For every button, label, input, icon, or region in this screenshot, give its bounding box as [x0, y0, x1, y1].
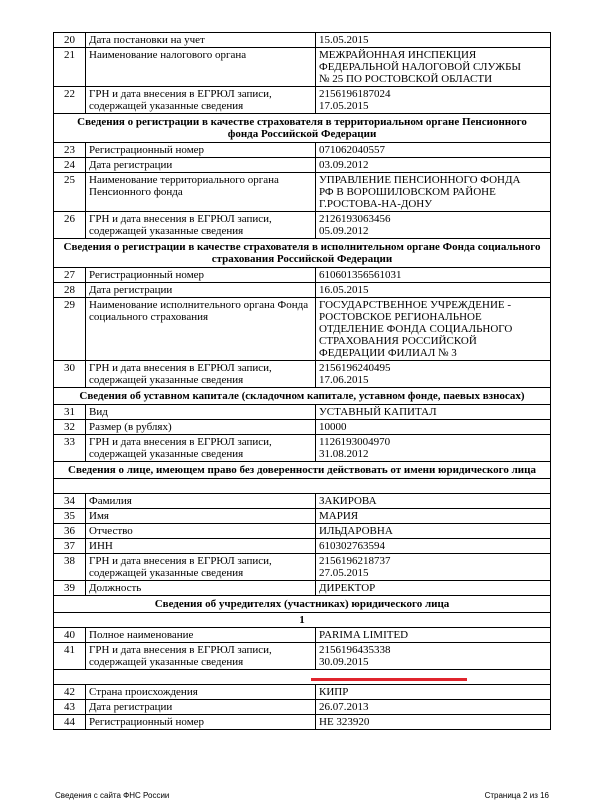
footer-page-number: Страница 2 из 16: [484, 791, 549, 800]
section-header: Сведения о лице, имеющем право без доверенности действовать от имени юридического лица: [54, 462, 551, 479]
field-value: ИЛЬДАРОВНА: [316, 524, 551, 539]
field-value: 2156196187024 17.05.2015: [316, 87, 551, 114]
egrul-table-body: [54, 33, 551, 730]
table-row: [54, 628, 551, 643]
table-row: [54, 48, 551, 87]
table-row: [54, 405, 551, 420]
field-value: 071062040557: [316, 143, 551, 158]
row-number: 36: [54, 524, 86, 539]
table-row: [54, 361, 551, 388]
egrul-extract-table: [53, 32, 551, 730]
field-label: Дата регистрации: [86, 700, 316, 715]
section-header: Сведения о регистрации в качестве страхователя в территориальном органе Пенсионного фонда Российской Федерации: [54, 114, 551, 143]
row-number: 32: [54, 420, 86, 435]
field-label: ГРН и дата внесения в ЕГРЮЛ записи, содержащей указанные сведения: [86, 643, 316, 670]
field-label: Дата регистрации: [86, 158, 316, 173]
field-label: ГРН и дата внесения в ЕГРЮЛ записи, содержащей указанные сведения: [86, 87, 316, 114]
field-label: ГРН и дата внесения в ЕГРЮЛ записи, содержащей указанные сведения: [86, 435, 316, 462]
table-row: [54, 554, 551, 581]
table-row: [54, 581, 551, 596]
field-label: Имя: [86, 509, 316, 524]
field-label: Регистрационный номер: [86, 143, 316, 158]
table-row: [54, 420, 551, 435]
field-value: 03.09.2012: [316, 158, 551, 173]
row-number: 27: [54, 268, 86, 283]
field-label: Наименование налогового органа: [86, 48, 316, 87]
table-row: [54, 715, 551, 730]
row-number: 38: [54, 554, 86, 581]
row-number: 29: [54, 298, 86, 361]
table-row: [54, 700, 551, 715]
field-label: Наименование территориального органа Пенсионного фонда: [86, 173, 316, 212]
founder-index-row: [54, 613, 551, 628]
field-value: 16.05.2015: [316, 283, 551, 298]
field-value: ГОСУДАРСТВЕННОЕ УЧРЕЖДЕНИЕ - РОСТОВСКОЕ РЕГИОНАЛЬНОЕ ОТДЕЛЕНИЕ ФОНДА СОЦИАЛЬНОГО СТРАХОВАНИЯ РОССИЙСКОЙ ФЕДЕРАЦИИ ФИЛИАЛ № 3: [316, 298, 551, 361]
field-label: Страна происхождения: [86, 685, 316, 700]
field-value: КИПР: [316, 685, 551, 700]
row-number: 26: [54, 212, 86, 239]
field-value: PARIMA LIMITED: [316, 628, 551, 643]
row-number: 24: [54, 158, 86, 173]
field-label: Размер (в рублях): [86, 420, 316, 435]
table-row: [54, 268, 551, 283]
field-label: ГРН и дата внесения в ЕГРЮЛ записи, содержащей указанные сведения: [86, 212, 316, 239]
table-row: [54, 435, 551, 462]
row-number: 31: [54, 405, 86, 420]
field-value: ЗАКИРОВА: [316, 494, 551, 509]
field-value: МАРИЯ: [316, 509, 551, 524]
highlight-underline: [311, 678, 467, 681]
table-row: [54, 539, 551, 554]
table-row: [54, 298, 551, 361]
row-number: 43: [54, 700, 86, 715]
table-row: [54, 33, 551, 48]
table-row: [54, 158, 551, 173]
field-value: 10000: [316, 420, 551, 435]
row-number: 25: [54, 173, 86, 212]
founder-index: 1: [54, 613, 551, 628]
row-number: 35: [54, 509, 86, 524]
row-number: 44: [54, 715, 86, 730]
row-number: 21: [54, 48, 86, 87]
field-label: ГРН и дата внесения в ЕГРЮЛ записи, содержащей указанные сведения: [86, 554, 316, 581]
field-label: Полное наименование: [86, 628, 316, 643]
row-number: 34: [54, 494, 86, 509]
field-label: Отчество: [86, 524, 316, 539]
section-header-row: [54, 239, 551, 268]
row-number: 42: [54, 685, 86, 700]
field-label: Регистрационный номер: [86, 268, 316, 283]
table-row: [54, 509, 551, 524]
field-label: Дата постановки на учет: [86, 33, 316, 48]
field-value: МЕЖРАЙОННАЯ ИНСПЕКЦИЯ ФЕДЕРАЛЬНОЙ НАЛОГОВОЙ СЛУЖБЫ № 25 ПО РОСТОВСКОЙ ОБЛАСТИ: [316, 48, 551, 87]
footer-source: Сведения с сайта ФНС России: [55, 791, 170, 800]
field-value: УСТАВНЫЙ КАПИТАЛ: [316, 405, 551, 420]
field-value: УПРАВЛЕНИЕ ПЕНСИОННОГО ФОНДА РФ В ВОРОШИЛОВСКОМ РАЙОНЕ Г.РОСТОВА-НА-ДОНУ: [316, 173, 551, 212]
field-value: 610302763594: [316, 539, 551, 554]
field-value: 2156196435338 30.09.2015: [316, 643, 551, 670]
row-number: 40: [54, 628, 86, 643]
row-number: 39: [54, 581, 86, 596]
row-number: 22: [54, 87, 86, 114]
row-number: 23: [54, 143, 86, 158]
row-number: 37: [54, 539, 86, 554]
field-value: 1126193004970 31.08.2012: [316, 435, 551, 462]
field-label: Вид: [86, 405, 316, 420]
field-value: 15.05.2015: [316, 33, 551, 48]
empty-cell: [54, 670, 551, 685]
field-value: 26.07.2013: [316, 700, 551, 715]
field-label: Фамилия: [86, 494, 316, 509]
field-value: 2126193063456 05.09.2012: [316, 212, 551, 239]
section-header: Сведения о регистрации в качестве страхователя в исполнительном органе Фонда социального страхования Российской Федерации: [54, 239, 551, 268]
row-number: 33: [54, 435, 86, 462]
table-row: [54, 643, 551, 670]
table-row: [54, 283, 551, 298]
row-number: 20: [54, 33, 86, 48]
empty-cell: [54, 479, 551, 494]
table-row: [54, 494, 551, 509]
table-row: [54, 173, 551, 212]
row-number: 28: [54, 283, 86, 298]
field-label: ИНН: [86, 539, 316, 554]
empty-row: [54, 479, 551, 494]
field-value: HE 323920: [316, 715, 551, 730]
section-header-row: [54, 596, 551, 613]
table-row: [54, 685, 551, 700]
field-value: 2156196218737 27.05.2015: [316, 554, 551, 581]
section-header: Сведения об уставном капитале (складочном капитале, уставном фонде, паевых взносах): [54, 388, 551, 405]
field-label: Дата регистрации: [86, 283, 316, 298]
field-value: 2156196240495 17.06.2015: [316, 361, 551, 388]
field-label: Должность: [86, 581, 316, 596]
field-label: Регистрационный номер: [86, 715, 316, 730]
field-value: ДИРЕКТОР: [316, 581, 551, 596]
row-number: 30: [54, 361, 86, 388]
section-header-row: [54, 462, 551, 479]
empty-row: [54, 670, 551, 685]
row-number: 41: [54, 643, 86, 670]
field-label: Наименование исполнительного органа Фонда социального страхования: [86, 298, 316, 361]
table-row: [54, 524, 551, 539]
field-label: ГРН и дата внесения в ЕГРЮЛ записи, содержащей указанные сведения: [86, 361, 316, 388]
section-header-row: [54, 388, 551, 405]
field-value: 610601356561031: [316, 268, 551, 283]
table-row: [54, 87, 551, 114]
section-header-row: [54, 114, 551, 143]
table-row: [54, 212, 551, 239]
section-header: Сведения об учредителях (участниках) юридического лица: [54, 596, 551, 613]
table-row: [54, 143, 551, 158]
